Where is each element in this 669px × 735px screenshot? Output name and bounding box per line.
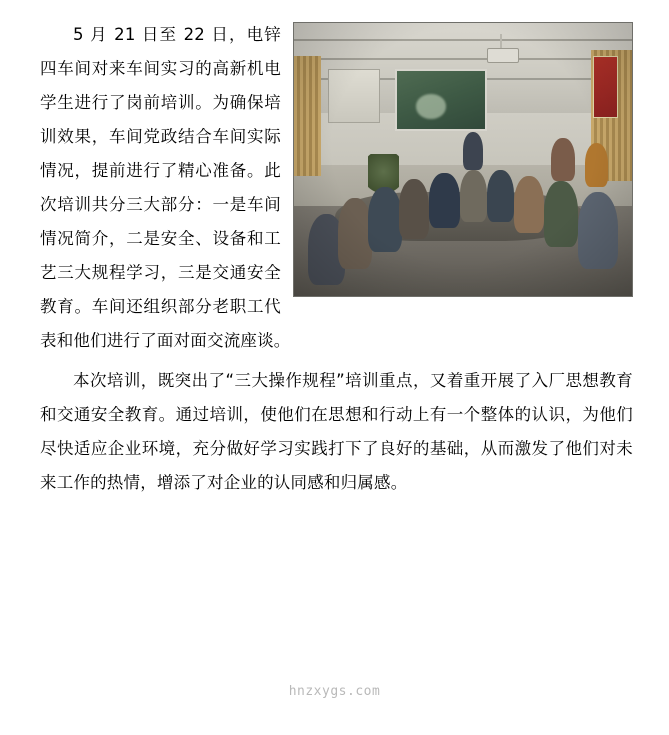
paragraph-2: 本次培训，既突出了“三大操作规程”培训重点，又着重开展了入厂思想教育和交通安全教育。通过培训，使他们在思想和行动上有一个整体的认识，为他们尽快适应企业环境，充分做好学习实践打下了良好的基础，从而激发了他们对未来工作的热情，增添了对企业的认同感和归属感。	[40, 371, 633, 492]
watermark: hnzxygs.com	[288, 684, 381, 699]
training-photo	[293, 22, 633, 297]
photo-vignette	[294, 23, 632, 296]
paragraph-1: 5 月 21 日至 22 日，电锌四车间对来车间实习的高新机电学生进行了岗前培训。为确保培训效果，车间党政结合车间实际情况，提前进行了精心准备。此次培训共分三大部分：一是车间情况简介，二是安全、设备和工艺三大规程学习，三是交通安全教育。车间还组织部分老职工代表和他们进行了面对面交流座谈。	[40, 25, 291, 350]
photo-figure	[293, 22, 633, 297]
document-body	[40, 18, 633, 500]
